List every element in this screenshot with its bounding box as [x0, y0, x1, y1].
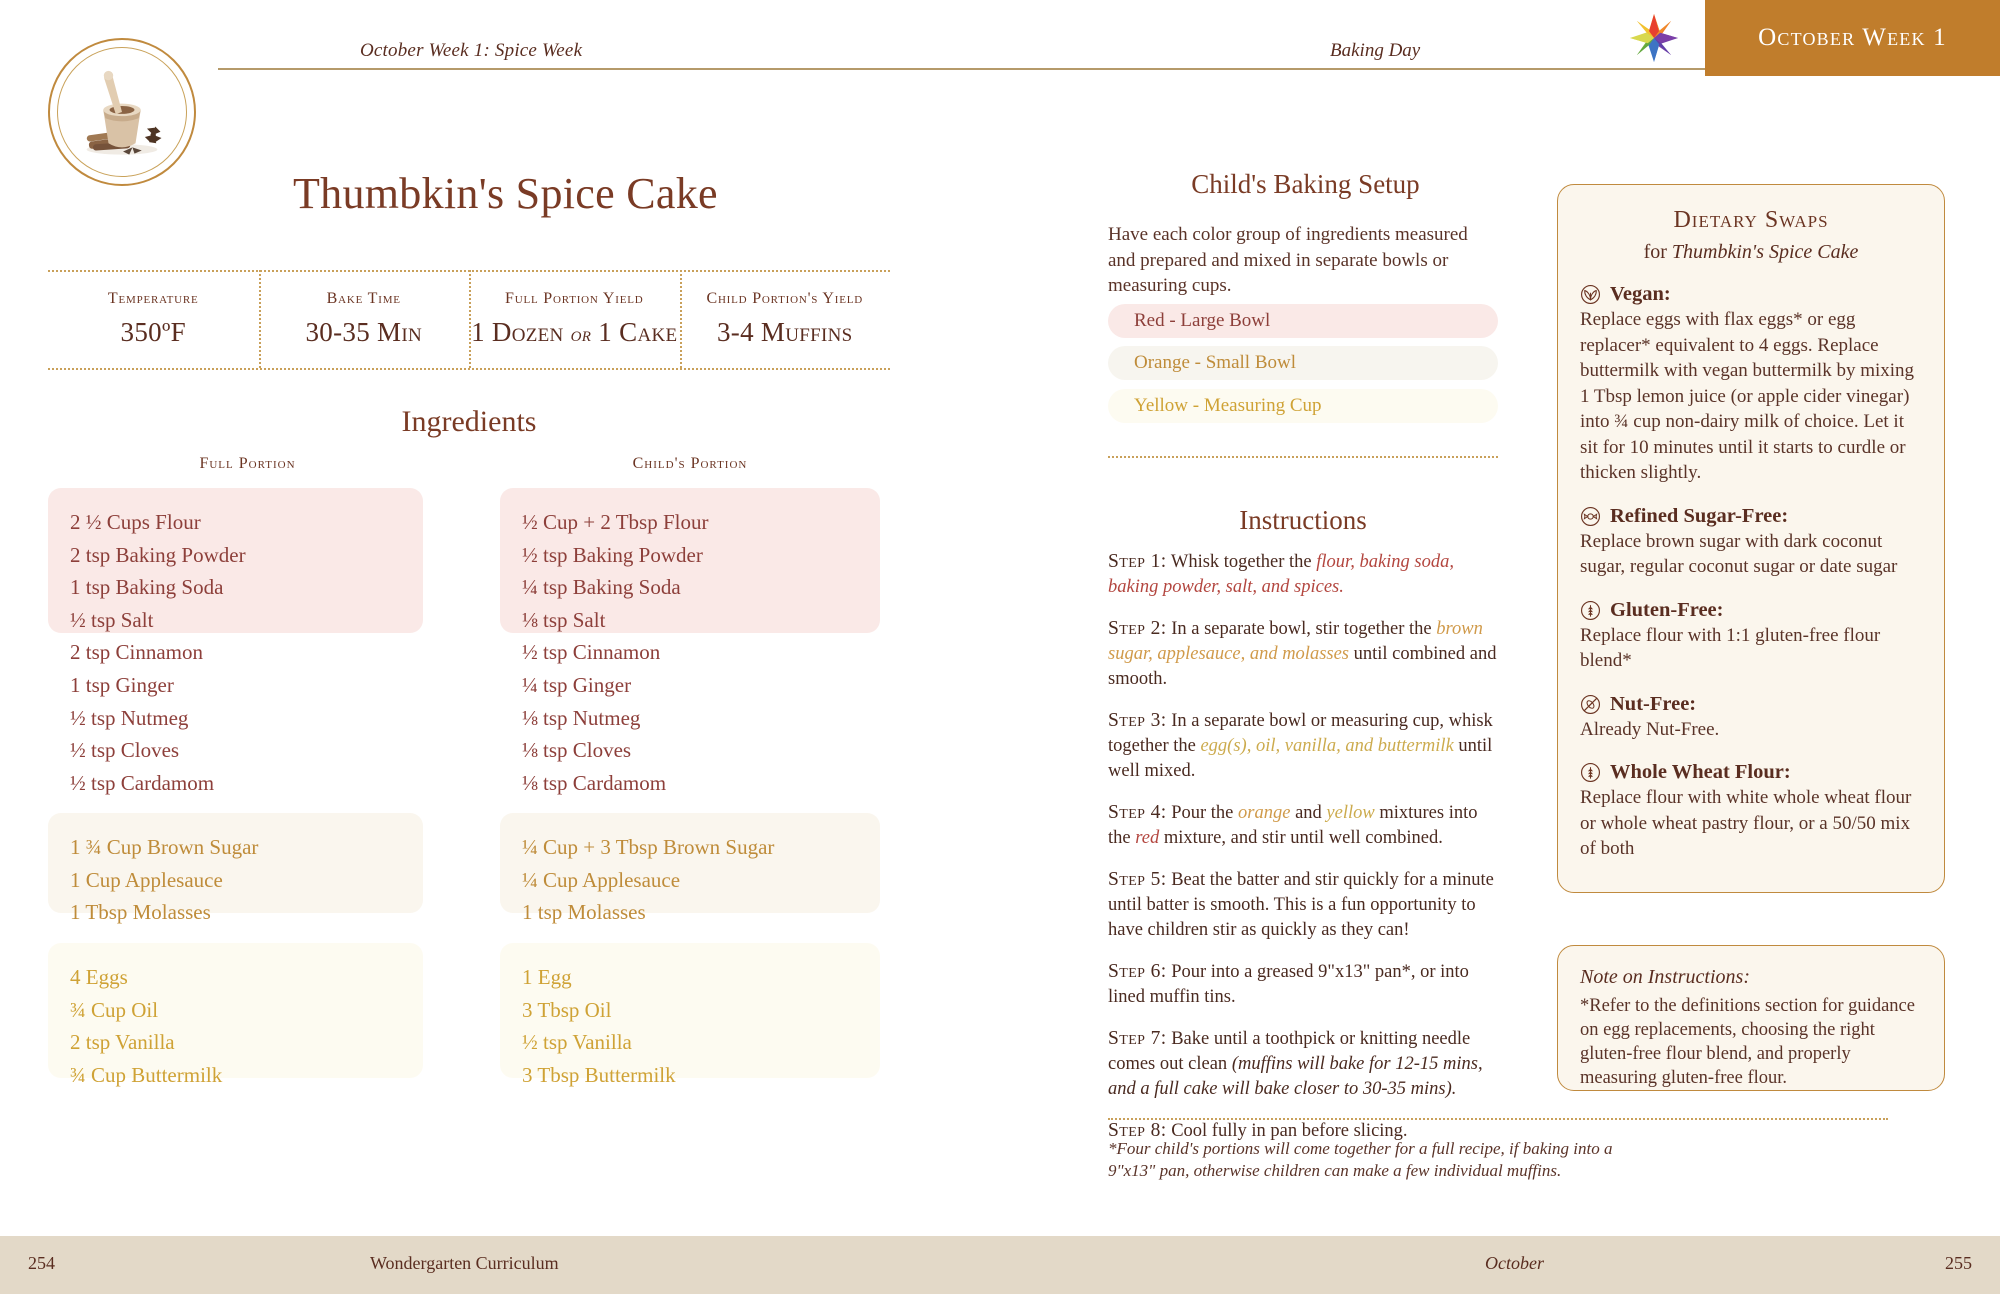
- setup-bowl-red: [1108, 304, 1498, 338]
- step-text: Pour the: [1166, 803, 1239, 823]
- step-text: Pour into a greased 9"x13" pan*, or into lined muffin tins.: [1108, 962, 1469, 1007]
- dietary-swap-item: [1580, 283, 1922, 486]
- dietary-swap-body: Replace flour with white whole wheat flour or whole wheat pastry flour, or a 50/50 mix of both: [1580, 787, 1912, 859]
- ingredient-row: 2 tsp Baking Powder: [70, 542, 246, 567]
- ingredient-row: ¼ Cup Applesauce: [522, 867, 681, 892]
- ingredient-row: 1 tsp Molasses: [522, 900, 646, 925]
- step-text: Cool fully in pan before slicing.: [1166, 1121, 1408, 1141]
- ingredient-row: 3 Tbsp Oil: [522, 997, 612, 1022]
- ingredient-row: 1 tsp Ginger: [70, 672, 174, 697]
- ingredient-card-orange-full: [48, 813, 423, 925]
- ingredient-row: ½ tsp Cinnamon: [522, 640, 661, 665]
- ingredient-row: ½ tsp Vanilla: [522, 1030, 632, 1055]
- step-number: Step 7:: [1108, 1028, 1167, 1049]
- stat-label: Full Portion Yield: [505, 290, 644, 307]
- dietary-swaps-subtitle: for Thumbkin's Spice Cake: [1643, 241, 1859, 263]
- instructions-footnote: *Four child's portions will come together for a full recipe, if baking into a 9"x13" pan, otherwise children can make a few individual muffins.: [1108, 1139, 1613, 1180]
- instruction-step: [1108, 549, 1500, 600]
- ingredient-card-red-full: [48, 488, 423, 795]
- dietary-swap-item: [1580, 505, 1922, 580]
- setup-bowl-yellow: [1108, 389, 1498, 423]
- ingredient-row: ¼ tsp Baking Soda: [522, 575, 681, 600]
- bowl-label: Orange - Small Bowl: [1134, 352, 1297, 373]
- ingredient-row: 1 Egg: [522, 965, 572, 989]
- instructions-list: [1108, 549, 1500, 1160]
- step-number: Step 6:: [1108, 961, 1167, 982]
- dietary-swap-body: Replace brown sugar with dark coconut sugar, regular coconut sugar or date sugar: [1580, 530, 1898, 577]
- stat-value: 3-4 Muffins: [716, 317, 853, 347]
- setup-divider: [1108, 456, 1498, 458]
- column-header-childs-portion: Child's Portion: [632, 455, 748, 472]
- step-number: Step 3:: [1108, 710, 1167, 731]
- dietary-swaps-list: [1580, 283, 1922, 862]
- stat-value: 30-35 Min: [305, 317, 422, 347]
- wheat-icon: [1580, 600, 1601, 621]
- note-title: Note on Instructions:: [1580, 966, 1750, 988]
- step-text: and: [1290, 803, 1327, 823]
- dietary-swap-label: Whole Wheat Flour:: [1610, 761, 1791, 783]
- step-number: Step 8:: [1108, 1120, 1167, 1141]
- step-text: Bake until a toothpick or knitting needle comes out clean: [1108, 1029, 1471, 1074]
- instruction-step: [1108, 800, 1500, 851]
- stats-bar: [48, 278, 890, 360]
- ingredient-card-yellow-full: [48, 943, 423, 1087]
- no-nut-icon: [1580, 694, 1601, 715]
- step-text: egg(s), oil, vanilla, and buttermilk: [1200, 736, 1454, 756]
- dietary-swap-item: [1580, 693, 1922, 743]
- dietary-swap-body: Replace eggs with flax eggs* or egg replacer* equivalent to 4 eggs. Replace buttermilk with vegan buttermilk by mixing 1 Tbsp lemon juice (or apple cider vinegar) into ¾ cup non-dairy milk of choice. Let it sit for 10 minutes until it starts to curdle or thicken slightly.: [1580, 309, 1915, 483]
- emblem-art: [70, 60, 174, 164]
- instruction-step: [1108, 708, 1500, 784]
- ingredient-card-red-child: [500, 488, 880, 795]
- ingredients-heading: Ingredients: [401, 405, 537, 438]
- ingredient-row: ¼ Cup + 3 Tbsp Brown Sugar: [522, 835, 775, 859]
- wheat-icon: [1580, 762, 1601, 783]
- ingredient-row: ⅛ tsp Salt: [522, 607, 606, 632]
- ingredient-row: 2 ½ Cups Flour: [70, 510, 201, 534]
- candy-icon: [1580, 506, 1601, 527]
- ingredient-card-yellow-child: [500, 943, 880, 1087]
- note-body: *Refer to the definitions section for guidance on egg replacements, choosing the right gluten-free flour blend, and properly measuring gluten-free flour.: [1580, 996, 1915, 1088]
- ingredient-row: 1 Tbsp Molasses: [70, 900, 211, 925]
- step-text: (muffins will bake for 12-15 mins, and a full cake will bake closer to 30-35 mins).: [1108, 1054, 1483, 1099]
- dietary-swap-header: [1580, 761, 1922, 784]
- ingredient-row: 2 tsp Cinnamon: [70, 640, 204, 665]
- instructions-heading: Instructions: [1239, 505, 1367, 535]
- dietary-swap-header: [1580, 505, 1922, 528]
- instruction-step: [1108, 1026, 1500, 1102]
- step-text: Beat the batter and stir quickly for a minute until batter is smooth. This is a fun opportunity to have children stir as quickly as they can!: [1108, 870, 1494, 940]
- step-text: orange: [1238, 803, 1291, 823]
- ingredient-row: ½ Cup + 2 Tbsp Flour: [522, 510, 709, 534]
- ingredient-row: ¾ Cup Buttermilk: [70, 1062, 223, 1087]
- step-text: brown sugar, applesauce, and molasses: [1108, 619, 1483, 664]
- leaf-icon: [1580, 284, 1601, 305]
- footer-book-title: Wondergarten Curriculum: [370, 1253, 559, 1273]
- stat-child-portion-yield: [680, 278, 891, 360]
- dietary-swap-label: Nut-Free:: [1610, 692, 1697, 715]
- step-text: flour, baking soda, baking powder, salt, and spices.: [1108, 552, 1454, 597]
- footer-month: October: [1485, 1253, 1544, 1273]
- header-week-label: October Week 1: Spice Week: [360, 40, 583, 61]
- dietary-swap-label: Refined Sugar-Free:: [1610, 504, 1789, 527]
- ingredient-row: ⅛ tsp Nutmeg: [522, 705, 641, 730]
- step-text: Whisk together the: [1166, 552, 1317, 572]
- ingredient-row: 3 Tbsp Buttermilk: [522, 1062, 676, 1087]
- ingredient-row: ⅛ tsp Cloves: [522, 738, 632, 763]
- ingredient-card-orange-child: [500, 813, 880, 925]
- bowl-label: Yellow - Measuring Cup: [1134, 395, 1322, 416]
- note-panel: [1557, 945, 1945, 1091]
- dietary-swap-body: Replace flour with 1:1 gluten-free flour blend*: [1580, 624, 1881, 671]
- step-text: mixture, and stir until well combined.: [1159, 828, 1443, 848]
- column-header-full-portion: Full Portion: [199, 455, 296, 472]
- footnote-divider: [1108, 1118, 1888, 1120]
- week-badge-label: October Week 1: [1758, 24, 1947, 51]
- step-number: Step 4:: [1108, 802, 1167, 823]
- ingredient-row: 2 tsp Vanilla: [70, 1030, 175, 1055]
- ingredient-row: 1 Cup Applesauce: [70, 867, 223, 892]
- instruction-step: [1108, 616, 1500, 692]
- dietary-swap-header: [1580, 283, 1922, 306]
- footer-page-left: 254: [28, 1253, 55, 1273]
- rainbow-star-icon: [1628, 12, 1680, 64]
- instruction-step: [1108, 867, 1500, 943]
- step-text: until well mixed.: [1108, 736, 1493, 781]
- dietary-swaps-panel: [1557, 184, 1945, 893]
- footer-page-right: 255: [1945, 1253, 1972, 1273]
- dietary-swap-label: Vegan:: [1610, 283, 1671, 305]
- stat-label: Child Portion's Yield: [706, 290, 864, 307]
- dietary-swap-header: [1580, 693, 1922, 716]
- setup-bowl-orange: [1108, 346, 1498, 380]
- step-number: Step 2:: [1108, 618, 1167, 639]
- ingredient-row: ½ tsp Baking Powder: [522, 542, 703, 567]
- step-text: yellow: [1326, 803, 1375, 823]
- step-number: Step 1:: [1108, 551, 1167, 572]
- dietary-swaps-title: Dietary Swaps: [1673, 207, 1829, 233]
- ingredient-row: 1 ¾ Cup Brown Sugar: [70, 835, 259, 859]
- page-title: Thumbkin's Spice Cake: [293, 169, 718, 218]
- ingredient-row: ¾ Cup Oil: [70, 997, 159, 1022]
- ingredient-row: ½ tsp Salt: [70, 607, 154, 632]
- setup-paragraph: Have each color group of ingredients measured and prepared and mixed in separate bowls or measuring cups.: [1108, 224, 1468, 296]
- step-text: In a separate bowl, stir together the: [1166, 619, 1437, 639]
- ingredient-row: 4 Eggs: [70, 965, 128, 989]
- ingredient-row: ½ tsp Nutmeg: [70, 705, 189, 730]
- instruction-step: [1108, 959, 1500, 1010]
- dietary-swap-body: Already Nut-Free.: [1580, 718, 1720, 740]
- step-number: Step 5:: [1108, 869, 1167, 890]
- stat-value: 1 Dozen or 1 Cake: [471, 317, 678, 347]
- bowl-label: Red - Large Bowl: [1134, 310, 1271, 331]
- step-text: In a separate bowl or measuring cup, whisk together the: [1108, 711, 1493, 756]
- dietary-swap-item: [1580, 761, 1922, 862]
- ingredient-row: ½ tsp Cloves: [70, 738, 180, 763]
- stat-temperature: [48, 278, 259, 360]
- stat-full-portion-yield: [469, 278, 680, 360]
- week-badge: [1705, 0, 2000, 76]
- ingredient-row: 1 tsp Baking Soda: [70, 575, 224, 600]
- dietary-swap-label: Gluten-Free:: [1610, 598, 1724, 621]
- dietary-swap-header: [1580, 599, 1922, 622]
- mortar-and-pestle-icon: [48, 38, 196, 186]
- ingredient-row: ¼ tsp Ginger: [522, 672, 632, 697]
- step-text: mixtures into the: [1108, 803, 1478, 848]
- stat-bake-time: [259, 278, 470, 360]
- setup-heading: Child's Baking Setup: [1191, 169, 1420, 199]
- dietary-swap-item: [1580, 599, 1922, 674]
- step-text: red: [1135, 828, 1160, 848]
- stat-label: Bake Time: [326, 290, 401, 307]
- stat-label: Temperature: [107, 290, 199, 307]
- stat-value: 350ºF: [120, 317, 186, 347]
- ingredient-row: ⅛ tsp Cardamom: [522, 770, 667, 795]
- header-day-label: Baking Day: [1330, 40, 1421, 61]
- page-footer: [0, 1236, 2000, 1294]
- stats-bottom-rule: [48, 368, 890, 370]
- ingredient-row: ½ tsp Cardamom: [70, 770, 215, 795]
- step-text: until combined and smooth.: [1108, 644, 1497, 689]
- header-rule: [218, 68, 1705, 70]
